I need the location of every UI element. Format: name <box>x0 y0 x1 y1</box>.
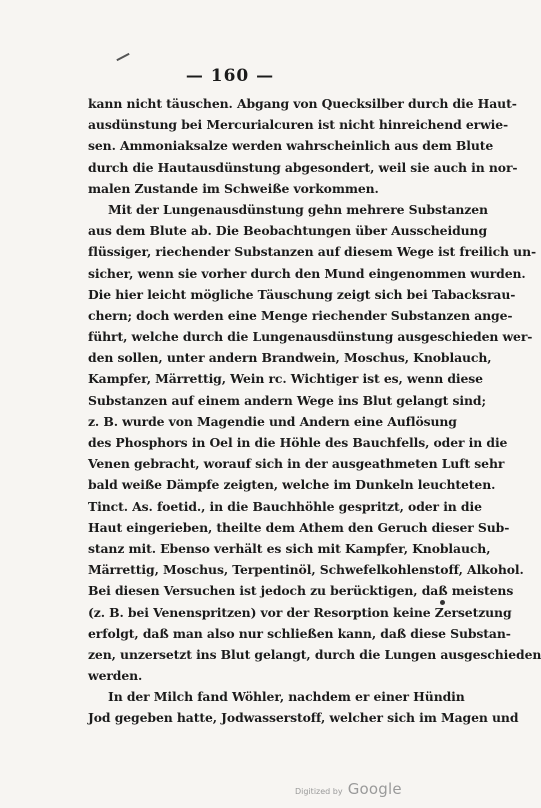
text-line: Venen gebracht, worauf sich in der ausgeathmeten Luft sehr <box>88 456 505 472</box>
text-line: Jod gegeben hatte, Jodwasserstoff, welcher sich im Magen und <box>88 710 519 726</box>
text-line: werden. <box>88 668 143 684</box>
text-line: Mit der Lungenausdünstung gehn mehrere Substanzen <box>108 201 488 217</box>
pencil-mark <box>116 53 129 61</box>
text-line: sicher, wenn sie vorher durch den Mund eingenommen wurden. <box>88 265 526 281</box>
text-line: ausdünstung bei Mercurialcuren ist nicht hinreichend erwie- <box>88 117 509 133</box>
text-line: Kampfer, Märrettig, Wein rc. Wichtiger ist es, wenn diese <box>88 371 483 387</box>
text-line: erfolgt, daß man also nur schließen kann, daß diese Substan- <box>88 625 511 641</box>
text-line: zen, unzersetzt ins Blut gelangt, durch die Lungen ausgeschieden <box>88 646 541 662</box>
page-number: — 160 — <box>185 66 275 86</box>
text-line: bald weiße Dämpfe zeigten, welche im Dunkeln leuchteten. <box>88 477 496 493</box>
text-line: Märrettig, Moschus, Terpentinöl, Schwefelkohlenstoff, Alkohol. <box>88 562 524 578</box>
text-line: chern; doch werden eine Menge riechender Substanzen ange- <box>88 307 513 323</box>
text-line: den sollen, unter andern Brandwein, Moschus, Knoblauch, <box>88 350 492 366</box>
watermark-brand: Google <box>347 780 402 798</box>
text-line: Substanzen auf einem andern Wege ins Blut gelangt sind; <box>88 392 486 408</box>
text-line: In der Milch fand Wöhler, nachdem er einer Hündin <box>108 689 465 705</box>
text-line: z. B. wurde von Magendie und Andern eine Auflösung <box>88 413 457 429</box>
text-line: Bei diesen Versuchen ist jedoch zu berücktigen, daß meistens <box>88 583 514 599</box>
text-line: durch die Hautausdünstung abgesondert, weil sie auch in nor- <box>88 159 518 175</box>
text-line: Die hier leicht mögliche Täuschung zeigt sich bei Tabacksrau- <box>88 286 516 302</box>
text-line: des Phosphors in Oel in die Höhle des Bauchfells, oder in die <box>88 435 508 450</box>
text-line: malen Zustande im Schweiße vorkommen. <box>88 180 379 196</box>
text-line: Tinct. As. foetid., in die Bauchhöhle gespritzt, oder in die <box>88 498 482 514</box>
text-line: kann nicht täuschen. Abgang von Quecksilber durch die Haut- <box>88 96 517 111</box>
text-line: führt, welche durch die Lungenausdünstung ausgeschieden wer- <box>88 329 533 345</box>
ink-spot <box>440 600 445 605</box>
text-line: Haut eingerieben, theilte dem Athem den Geruch dieser Sub- <box>88 519 510 535</box>
text-line: sen. Ammoniaksalze werden wahrscheinlich aus dem Blute <box>88 138 494 154</box>
digitization-watermark <box>295 779 402 798</box>
page-body-text <box>88 93 541 729</box>
text-line: (z. B. bei Venenspritzen) vor der Resorption keine Zersetzung <box>88 604 512 620</box>
text-line: aus dem Blute ab. Die Beobachtungen über Ausscheidung <box>88 223 488 239</box>
watermark-prefix: Digitized by <box>295 787 343 796</box>
text-line: flüssiger, riechender Substanzen auf diesem Wege ist freilich un- <box>88 244 537 260</box>
text-line: stanz mit. Ebenso verhält es sich mit Kampfer, Knoblauch, <box>88 540 491 556</box>
